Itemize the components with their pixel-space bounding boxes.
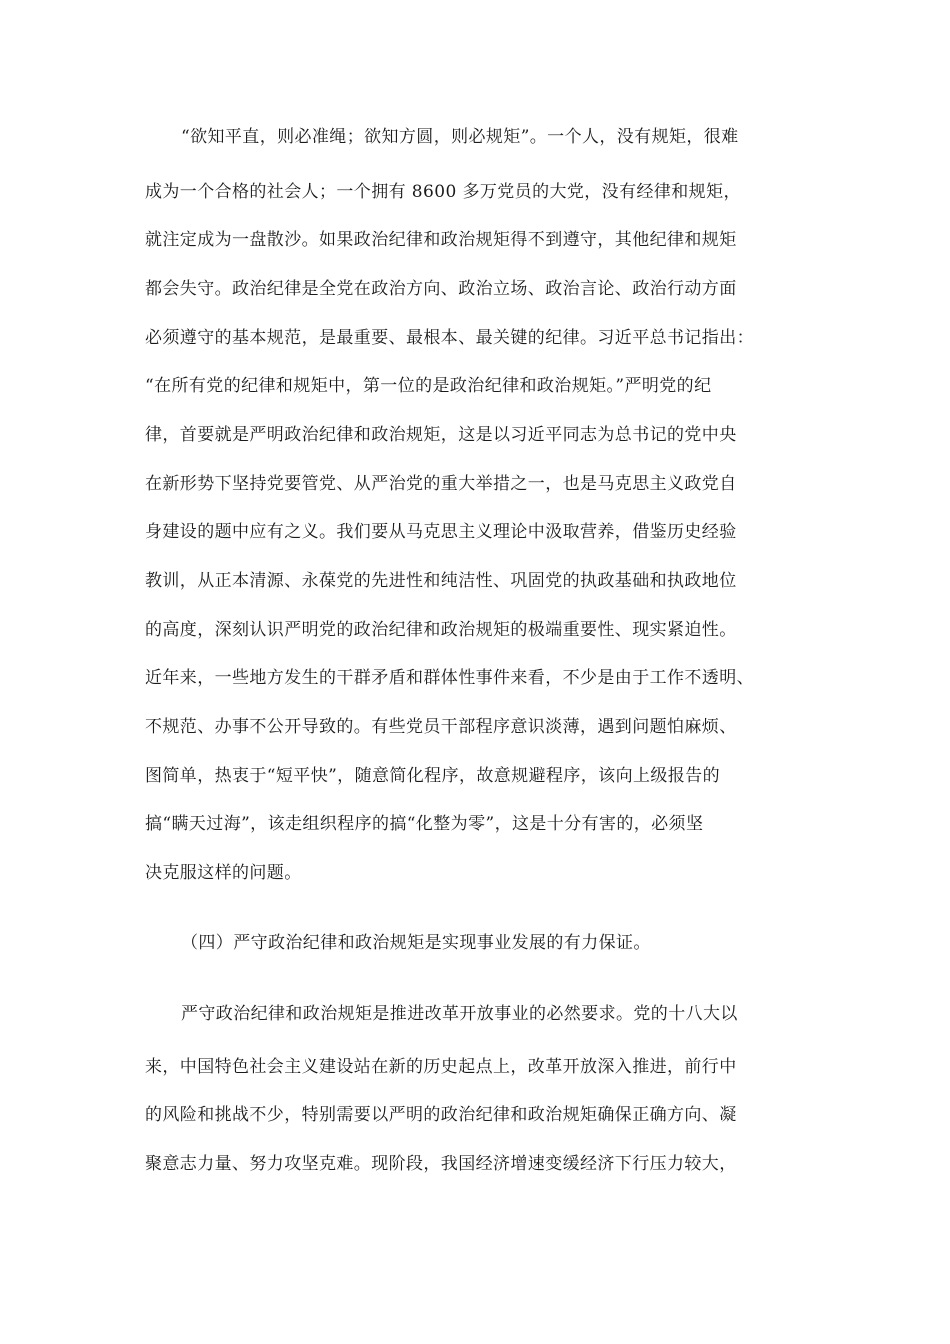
paragraph-2-line: 来，中国特色社会主义建设站在新的历史起点上，改革开放深入推进，前行中 xyxy=(145,1057,737,1077)
paragraph-1-line: “在所有党的纪律和规矩中，第一位的是政治纪律和政治规矩。”严明党的纪 xyxy=(145,376,712,396)
paragraph-1-line: 决克服这样的问题。 xyxy=(145,863,302,883)
paragraph-1-line: 搞“瞒天过海”，该走组织程序的搞“化整为零”，这是十分有害的，必须坚 xyxy=(145,814,704,834)
paragraph-1-line: 在新形势下坚持党要管党、从严治党的重大举措之一，也是马克思主义政党自 xyxy=(145,474,737,494)
paragraph-1-line: 就注定成为一盘散沙。如果政治纪律和政治规矩得不到遵守，其他纪律和规矩 xyxy=(145,230,737,250)
paragraph-1-line: 律，首要就是严明政治纪律和政治规矩，这是以习近平同志为总书记的党中央 xyxy=(145,425,737,445)
paragraph-2-line: 严守政治纪律和政治规矩是推进改革开放事业的必然要求。党的十八大以 xyxy=(181,1004,738,1024)
paragraph-2-line: 聚意志力量、努力攻坚克难。现阶段，我国经济增速变缓经济下行压力较大， xyxy=(145,1154,737,1174)
paragraph-1-line: 身建设的题中应有之义。我们要从马克思主义理论中汲取营养，借鉴历史经验 xyxy=(145,522,737,542)
paragraph-1-line: 都会失守。政治纪律是全党在政治方向、政治立场、政治言论、政治行动方面 xyxy=(145,279,737,299)
paragraph-1-line: “欲知平直，则必准绳；欲知方圆，则必规矩”。一个人，没有规矩，很难 xyxy=(181,127,739,147)
paragraph-1-line: 的高度，深刻认识严明党的政治纪律和政治规矩的极端重要性、现实紧迫性。 xyxy=(145,620,737,640)
paragraph-1-line: 教训，从正本清源、永葆党的先进性和纯洁性、巩固党的执政基础和执政地位 xyxy=(145,571,737,591)
section-heading: （四）严守政治纪律和政治规矩是实现事业发展的有力保证。 xyxy=(181,933,651,953)
paragraph-1-line: 近年来，一些地方发生的干群矛盾和群体性事件来看，不少是由于工作不透明、 xyxy=(145,668,754,688)
paragraph-1-line: 不规范、办事不公开导致的。有些党员干部程序意识淡薄，遇到问题怕麻烦、 xyxy=(145,717,737,737)
paragraph-2-line: 的风险和挑战不少，特别需要以严明的政治纪律和政治规矩确保正确方向、凝 xyxy=(145,1105,737,1125)
paragraph-1-line: 必须遵守的基本规范，是最重要、最根本、最关键的纪律。习近平总书记指出： xyxy=(145,328,754,348)
paragraph-1-line: 成为一个合格的社会人；一个拥有 8600 多万党员的大党，没有经律和规矩， xyxy=(145,182,741,202)
paragraph-1-line: 图简单，热衷于“短平快”，随意简化程序，故意规避程序，该向上级报告的 xyxy=(145,766,720,786)
